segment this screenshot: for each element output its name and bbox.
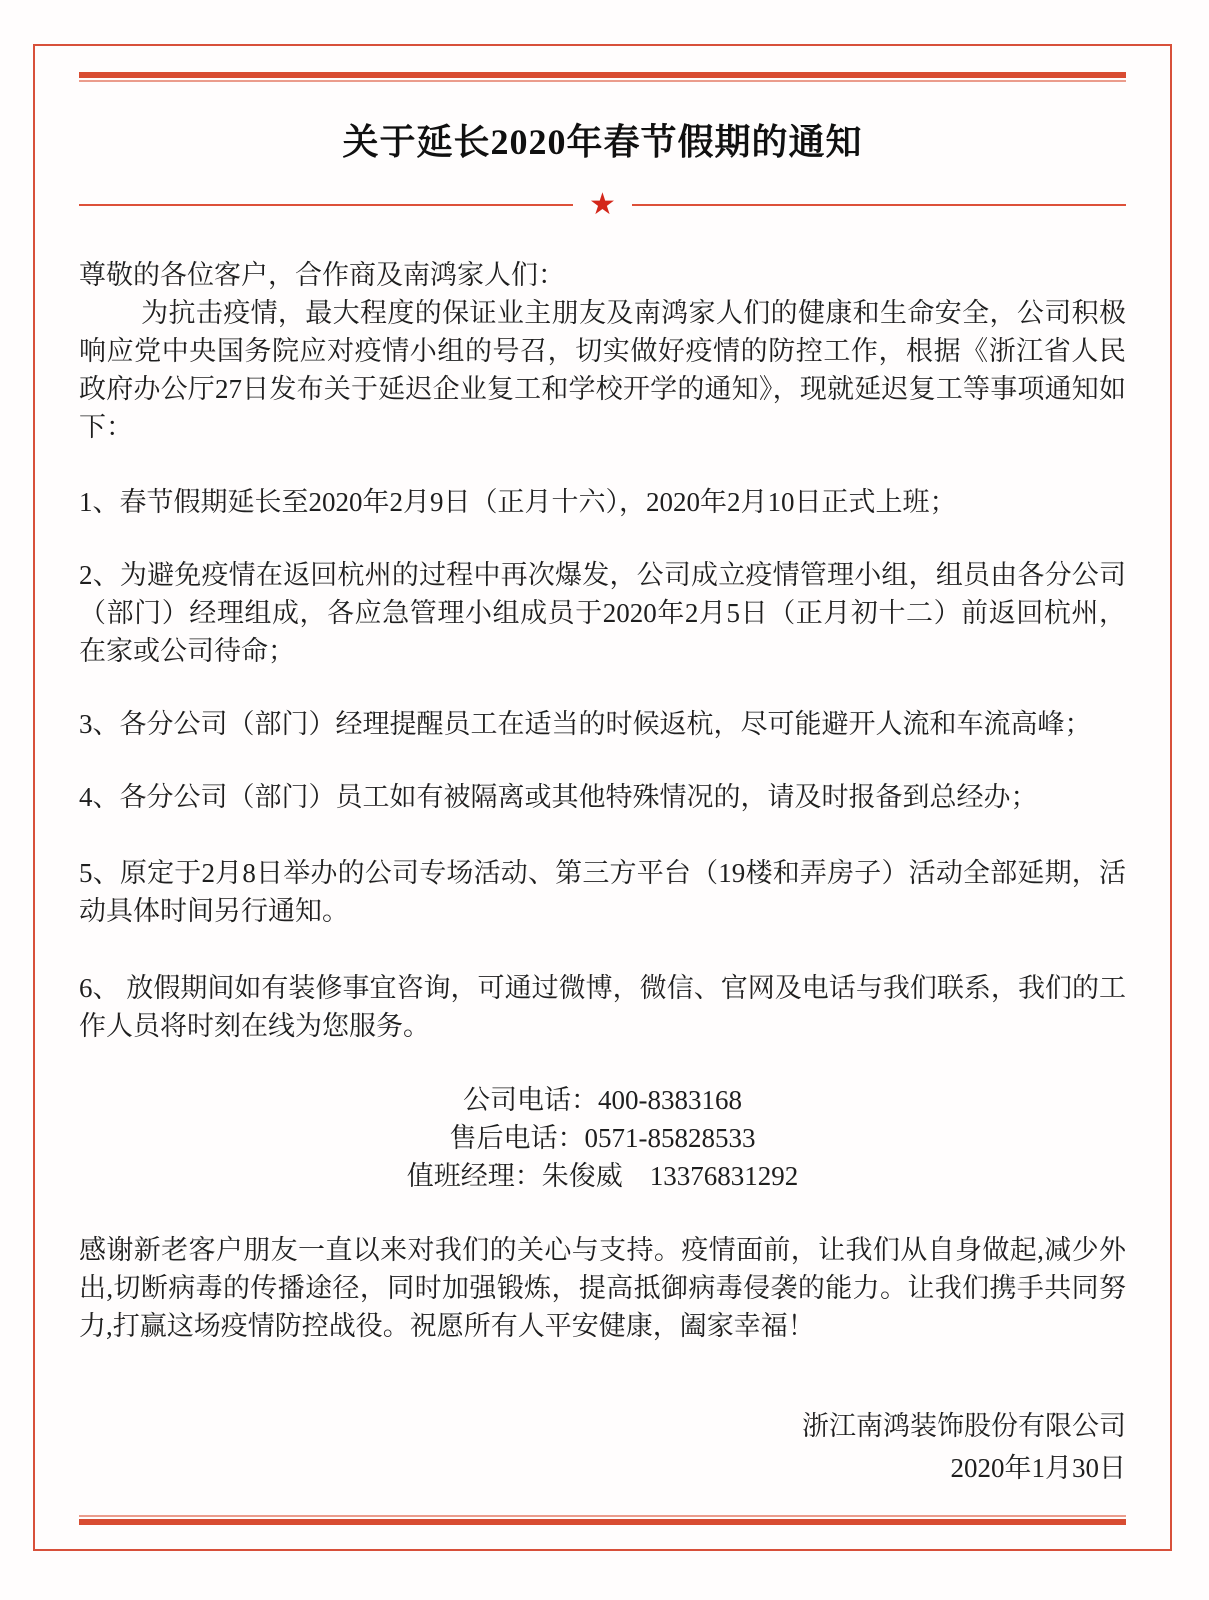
bottom-rule-thick-line: [79, 1519, 1126, 1525]
notice-title: 关于延长2020年春节假期的通知: [342, 122, 863, 162]
signature-date: 2020年1月30日: [950, 1453, 1126, 1483]
salutation: 尊敬的各位客户，合作商及南鸿家人们：: [79, 260, 565, 290]
top-rule-thick-line: [79, 72, 1126, 78]
top-rule-thin-line: [79, 80, 1126, 82]
contact-company-phone: 公司电话：400-8383168: [463, 1085, 742, 1115]
signature-block: [79, 1405, 1126, 1489]
notice-item-1: 1、春节假期延长至2020年2月9日（正月十六），2020年2月10日正式上班；: [79, 487, 957, 517]
notice-body: [79, 256, 1126, 1489]
bottom-rule-thin-line: [79, 1515, 1126, 1517]
star-divider: [79, 190, 1126, 220]
star-divider-left-line: [79, 204, 573, 206]
document-border-frame: [33, 44, 1172, 1551]
notice-item-6: 6、 放假期间如有装修事宜咨询，可通过微博，微信、官网及电话与我们联系，我们的工作人员将时刻在线为您服务。: [79, 973, 1126, 1041]
bottom-decorative-rule: [79, 1515, 1126, 1525]
top-decorative-rule: [79, 72, 1126, 82]
signature-company: 浙江南鸿装饰股份有限公司: [802, 1411, 1126, 1441]
notice-item-5: 5、原定于2月8日举办的公司专场活动、第三方平台（19楼和弄房子）活动全部延期，活动具体时间另行通知。: [79, 858, 1126, 926]
document-content: [35, 46, 1170, 1489]
notice-item-2: 2、为避免疫情在返回杭州的过程中再次爆发，公司成立疫情管理小组，组员由各分公司（部门）经理组成，各应急管理小组成员于2020年2月5日（正月初十二）前返回杭州，在家或公司待命；: [79, 560, 1126, 666]
star-icon: ★: [589, 188, 616, 221]
notice-item-4: 4、各分公司（部门）员工如有被隔离或其他特殊情况的，请及时报备到总经办；: [79, 782, 1038, 812]
star-divider-right-line: [632, 204, 1126, 206]
closing-paragraph: 感谢新老客户朋友一直以来对我们的关心与支持。疫情面前，让我们从自身做起,减少外出,切断病毒的传播途径，同时加强锻炼，提高抵御病毒侵袭的能力。让我们携手共同努力,打赢这场疫情防控战役。祝愿所有人平安健康，阖家幸福！: [79, 1235, 1126, 1341]
contact-aftersales-phone: 售后电话：0571-85828533: [449, 1123, 756, 1153]
contact-info: [79, 1081, 1126, 1195]
intro-paragraph: 为抗击疫情，最大程度的保证业主朋友及南鸿家人们的健康和生命安全，公司积极响应党中央国务院应对疫情小组的号召，切实做好疫情的防控工作，根据《浙江省人民政府办公厅27日发布关于延迟企业复工和学校开学的通知》，现就延迟复工等事项通知如下：: [79, 298, 1126, 442]
notice-item-3: 3、各分公司（部门）经理提醒员工在适当的时候返杭，尽可能避开人流和车流高峰；: [79, 709, 1092, 739]
contact-duty-manager: 值班经理：朱俊威 13376831292: [406, 1161, 799, 1191]
